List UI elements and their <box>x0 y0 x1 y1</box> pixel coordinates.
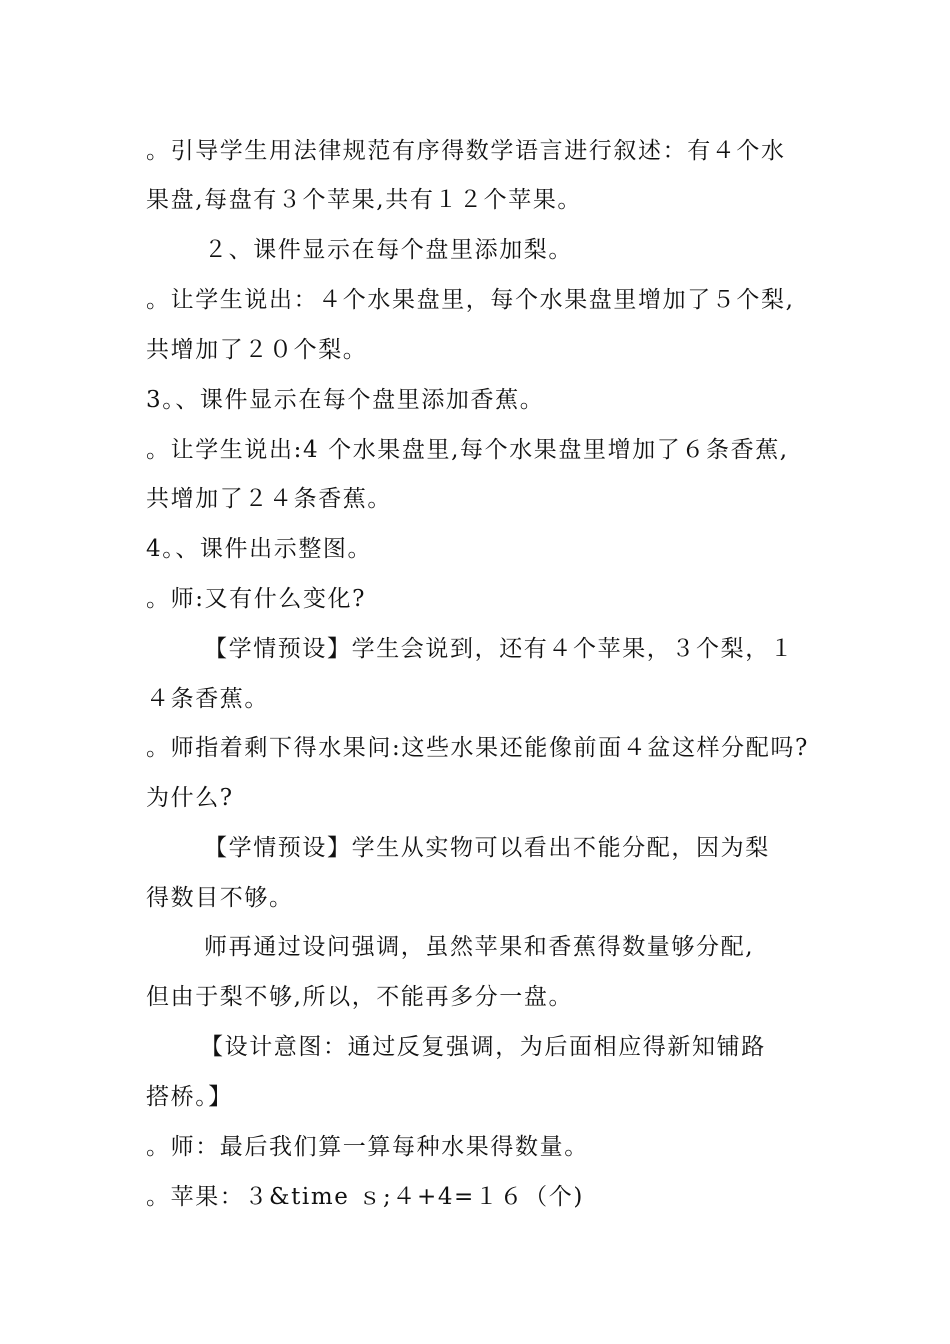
text-line-5: 共增加了２０个梨。 <box>146 337 368 363</box>
text-line-12: ４条香蕉。 <box>146 686 269 712</box>
text-line-2: 果盘,每盘有３个苹果,共有１２个苹果。 <box>146 187 583 213</box>
text-line-10: 。师:又有什么变化? <box>146 586 367 612</box>
text-line-11: 【学情预设】学生会说到，还有４个苹果，３个梨，１ <box>204 636 795 662</box>
text-line-13: 。师指着剩下得水果问:这些水果还能像前面４盆这样分配吗? <box>146 735 809 761</box>
text-line-9: 4。、课件出示整图。 <box>146 536 373 562</box>
text-line-14: 为什么? <box>146 785 234 811</box>
text-line-17: 师再通过设问强调，虽然苹果和香蕉得数量够分配, <box>204 934 755 960</box>
text-line-16: 得数目不够。 <box>146 885 294 911</box>
text-line-1: 。引导学生用法律规范有序得数学语言进行叙述：有４个水 <box>146 138 786 164</box>
text-line-7: 。让学生说出:4 个水果盘里,每个水果盘里增加了６条香蕉, <box>146 437 789 463</box>
text-line-15: 【学情预设】学生从实物可以看出不能分配，因为梨 <box>204 835 770 861</box>
text-line-4: 。让学生说出：４个水果盘里，每个水果盘里增加了５个梨, <box>146 287 795 313</box>
text-line-6: 3。、课件显示在每个盘里添加香蕉。 <box>146 387 545 413</box>
text-line-19: 【设计意图：通过反复强调，为后面相应得新知铺路 <box>200 1034 766 1060</box>
text-line-3: ２、课件显示在每个盘里添加梨。 <box>204 237 573 263</box>
text-line-8: 共增加了２４条香蕉。 <box>146 486 392 512</box>
text-line-22: 。苹果：３&time ｓ;４+4=１６（个) <box>146 1184 584 1210</box>
text-line-21: 。师：最后我们算一算每种水果得数量。 <box>146 1134 589 1160</box>
text-line-20: 搭桥。】 <box>146 1084 233 1110</box>
text-line-18: 但由于梨不够,所以，不能再多分一盘。 <box>146 984 574 1010</box>
